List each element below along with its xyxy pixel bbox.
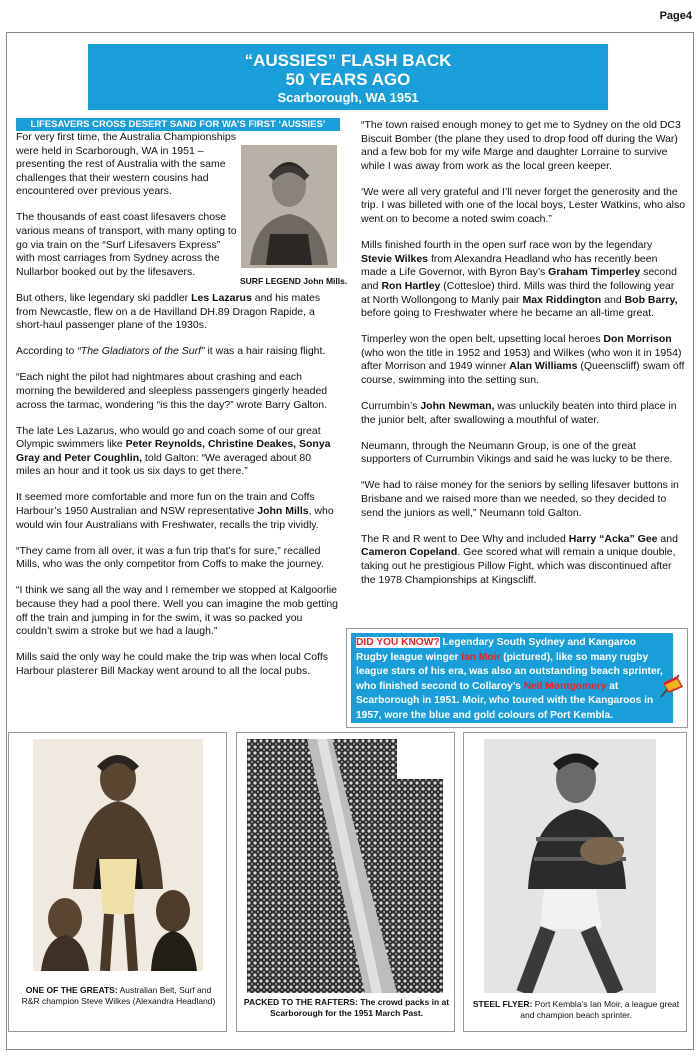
paragraph: But others, like legendary ski paddler Les Lazarus and his mates from Newcastle, flew on a de Havilland DH.89 Dragon Rapide, a short-haul passenger plane of the 1930s.: [16, 291, 321, 332]
john-mills-caption: SURF LEGEND John Mills.: [240, 276, 348, 286]
moir-photo-panel: [463, 732, 687, 1032]
paragraph: According to “The Gladiators of the Surf” it was a hair raising flight.: [16, 345, 326, 358]
paragraph: “We had to raise money for the seniors by selling lifesaver buttons in Brisbane and we raised more than we needed, so they decided to send the juniors as well,” Neumann told Galton.: [361, 479, 679, 519]
paragraph: “I think we sang all the way and I remember we stopped at Kalgoorlie because they had a pool there. Well you can imagine the mob getting off the train and jumping in for the swim, it was so packed you couldn’t swim a stroke but we had a laugh.”: [16, 584, 339, 638]
crowd-photo: [247, 739, 443, 993]
moir-caption: STEEL FLYER: Port Kembla’s Ian Moir, a league great and champion beach sprinter.: [472, 999, 680, 1020]
flag-icon: [657, 673, 685, 699]
paragraph: “They came from all over, it was a fun trip that’s for sure,” recalled Mills, who was the only competitor from Coffs to make the journey.: [16, 544, 324, 571]
paragraph: Timperley won the open belt, upsetting local heroes Don Morrison (who won the title in 1952 and 1953) and Wilkes (who won it in 1954) after Morrison and 1949 winner Alan Williams (Queenscliff) swam off course, swimming into the setting sun.: [361, 333, 685, 386]
crowd-caption: PACKED TO THE RAFTERS: The crowd packs in at Scarborough for the 1951 March Past.: [243, 997, 450, 1018]
paragraph: The thousands of east coast lifesavers chose various means of transport, with many opting to go via train on the “Surf Lifesavers Express” with most carriages from Sydney across the Nullarbor booked out by the lifesavers.: [16, 211, 237, 278]
crowd-photo-panel: [236, 732, 455, 1032]
section-subheading: LIFESAVERS CROSS DESERT SAND FOR WA’S FIRST ‘AUSSIES’: [16, 118, 340, 131]
title-banner: [88, 44, 608, 110]
ian-moir-photo: [484, 739, 656, 993]
wilkes-photo-panel: [8, 732, 227, 1032]
paragraph: It seemed more comfortable and more fun on the train and Coffs Harbour’s 1950 Australian and NSW representative John Mills, who would win four Australians with Freshwater, recalls the trip vividly.: [16, 491, 334, 531]
left-column: [16, 131, 338, 691]
banner-location: Scarborough, WA 1951: [277, 90, 419, 105]
wilkes-caption: ONE OF THE GREATS: Australian Belt, Surf and R&R champion Steve Wilkes (Alexandra Headland): [21, 985, 216, 1006]
right-column: [361, 119, 686, 600]
banner-title: “AUSSIES” FLASH BACK: [244, 51, 452, 70]
paragraph: For very first time, the Australia Championships were held in Scarborough, WA in 1951 – presenting the rest of Australia with the same challenges that their western cousins had encountered over previous years.: [16, 131, 236, 198]
paragraph: Mills finished fourth in the open surf race won by the legendary Stevie Wilkes from Alexandra Headland who has recently been made a Life Governor, with Byron Bay’s Graham Timperley second and Ron Hartley (Cottesloe) third. Mills was third the following year at North Wollongong to Manly pair Max Riddington and Bob Barry, before going to Freshwater where he became an all-time great.: [361, 239, 678, 320]
did-you-know-text: DID YOU KNOW? Legendary South Sydney and Kangaroo Rugby league winger Ian Moir (pictured), like so many rugby league stars of his era, was also an outstanding beach sprinter, who finished second to Collaroy’s Neil Montgomery at Scarborough in 1951. Moir, who toured with the Kangaroos in 1957, wore the blue and gold colours of Port Kembla.: [351, 633, 673, 723]
did-you-know-box: [346, 628, 688, 728]
paragraph: “Each night the pilot had nightmares about crashing and each morning the bewildered and sleepless passengers gingerly headed across the tarmac, wondering “is this the day?” wrote Barry Galton.: [16, 371, 328, 411]
did-you-know-label: DID YOU KNOW?: [356, 637, 440, 648]
paragraph: Currumbin’s John Newman, was unluckily beaten into third place in the junior belt, after swallowing a mouthful of water.: [361, 400, 677, 426]
paragraph: Neumann, through the Neumann Group, is one of the great supporters of Currumbin Vikings and said he was lucky to be there.: [361, 439, 673, 466]
steve-wilkes-photo: [33, 739, 203, 971]
banner-subtitle: 50 YEARS AGO: [285, 70, 411, 89]
paragraph: “The town raised enough money to get me to Sydney on the old DC3 Biscuit Bomber (the plane they used to drop food off during the War) and a few bob for my wife Marge and daughter Lorraine to survive while I was away from work as the local green keeper.: [361, 119, 681, 172]
page-number: Page4: [659, 10, 692, 22]
paragraph: ‘We were all very grateful and I’ll never forget the generosity and the trip. I was billeted with one of the local boys, Lester Watkins, who also went on to become a noted swim coach.”: [361, 185, 686, 226]
paragraph: Mills said the only way he could make the trip was when local Coffs Harbour plasterer Bill Mackay went around to all the local pubs.: [16, 651, 329, 677]
paragraph: The R and R went to Dee Why and included Harry “Acka” Gee and Cameron Copeland. Gee scored what will remain a unique double, taking out he prestigious Pillow Fight, which was discontinued after the 1978 Championships at Kingscliff.: [361, 532, 678, 586]
paragraph: The late Les Lazarus, who would go and coach some of our great Olympic swimmers like Peter Reynolds, Christine Deakes, Sonya Gray and Peter Coughlin, told Galton: “We averaged about 80 miles an hour and it took us six days to get there.”: [16, 424, 331, 478]
